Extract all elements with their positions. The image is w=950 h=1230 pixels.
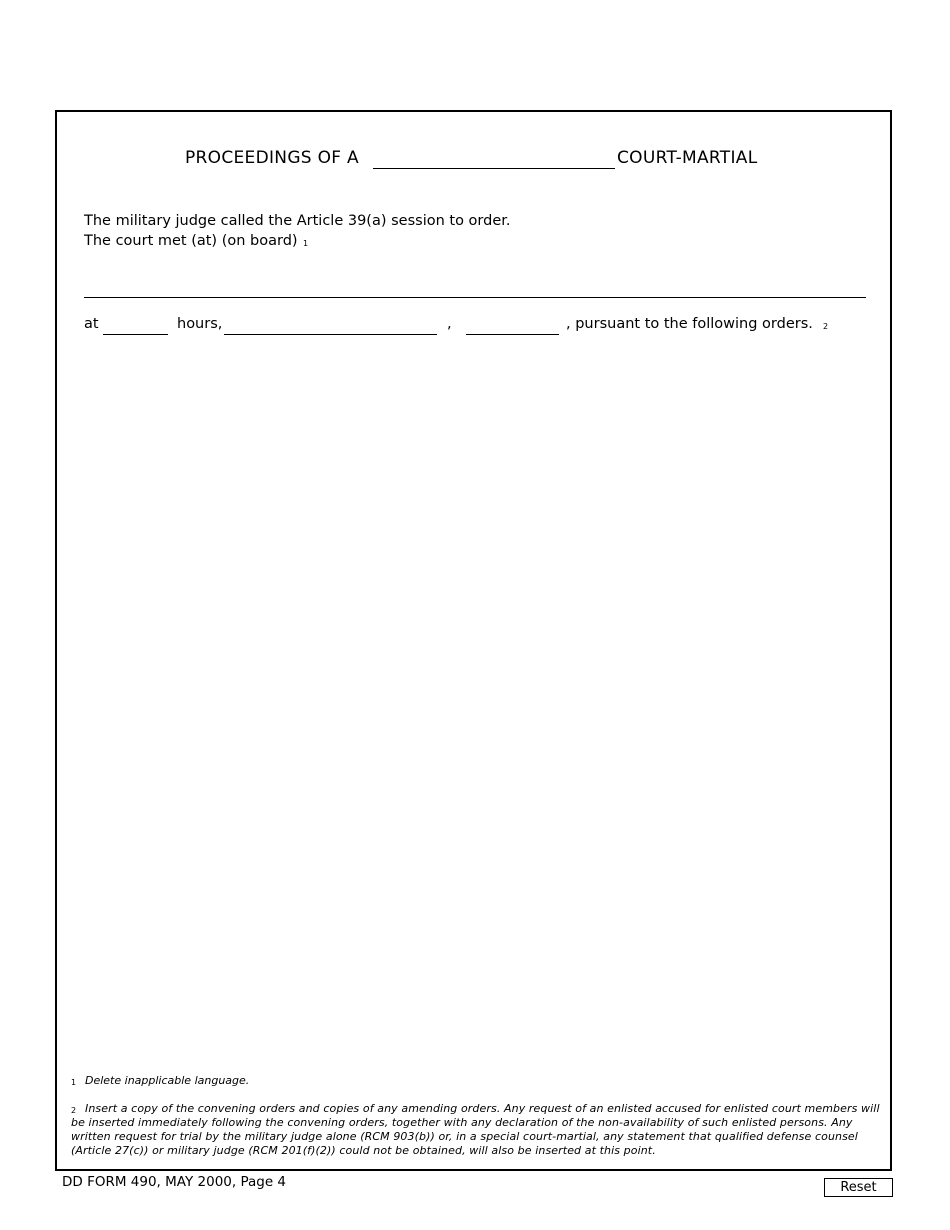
- at-label: at: [84, 316, 99, 332]
- hours-label: hours,: [177, 316, 223, 332]
- footnote-1-text: Delete inapplicable language.: [85, 1074, 250, 1087]
- form-title: [0, 148, 950, 172]
- title-suffix: COURT-MARTIAL: [617, 148, 758, 168]
- comma-label: ,: [447, 316, 452, 332]
- footnote-ref-2: 2: [823, 322, 829, 331]
- footnote-ref-1: 1: [303, 239, 309, 248]
- footnote-2-body: Insert a copy of the convening orders and copies of any amending orders. Any request of an enlisted accused for enlisted court members will be inserted immediately following the convening orders, together with any declaration of the non-availability of such enlisted persons. Any written request for trial by the military judge alone (RCM 903(b)) or, in a special court-martial, any statement that qualified defense counsel (Article 27(c)) or military judge (RCM 201(f)(2)) could not be obtained, will also be inserted at this point.: [71, 1102, 880, 1157]
- reset-button[interactable]: Reset: [824, 1178, 893, 1197]
- footnote-1-number: 1: [71, 1078, 77, 1087]
- intro-line-2: The court met (at) (on board): [84, 233, 298, 249]
- footnote-2-text: [71, 1102, 883, 1158]
- location-field[interactable]: [84, 280, 866, 298]
- title-prefix: PROCEEDINGS OF A: [185, 148, 359, 168]
- form-identifier: DD FORM 490, MAY 2000, Page 4: [62, 1174, 287, 1190]
- intro-line-1: The military judge called the Article 39(a) session to order.: [84, 213, 511, 229]
- pursuant-label: , pursuant to the following orders.: [566, 316, 813, 332]
- court-type-field[interactable]: [373, 150, 615, 169]
- date-field[interactable]: [224, 318, 437, 335]
- footnote-2-number: 2: [71, 1106, 77, 1115]
- form-border: [55, 110, 892, 1171]
- year-field[interactable]: [466, 318, 559, 335]
- time-field[interactable]: [103, 318, 168, 335]
